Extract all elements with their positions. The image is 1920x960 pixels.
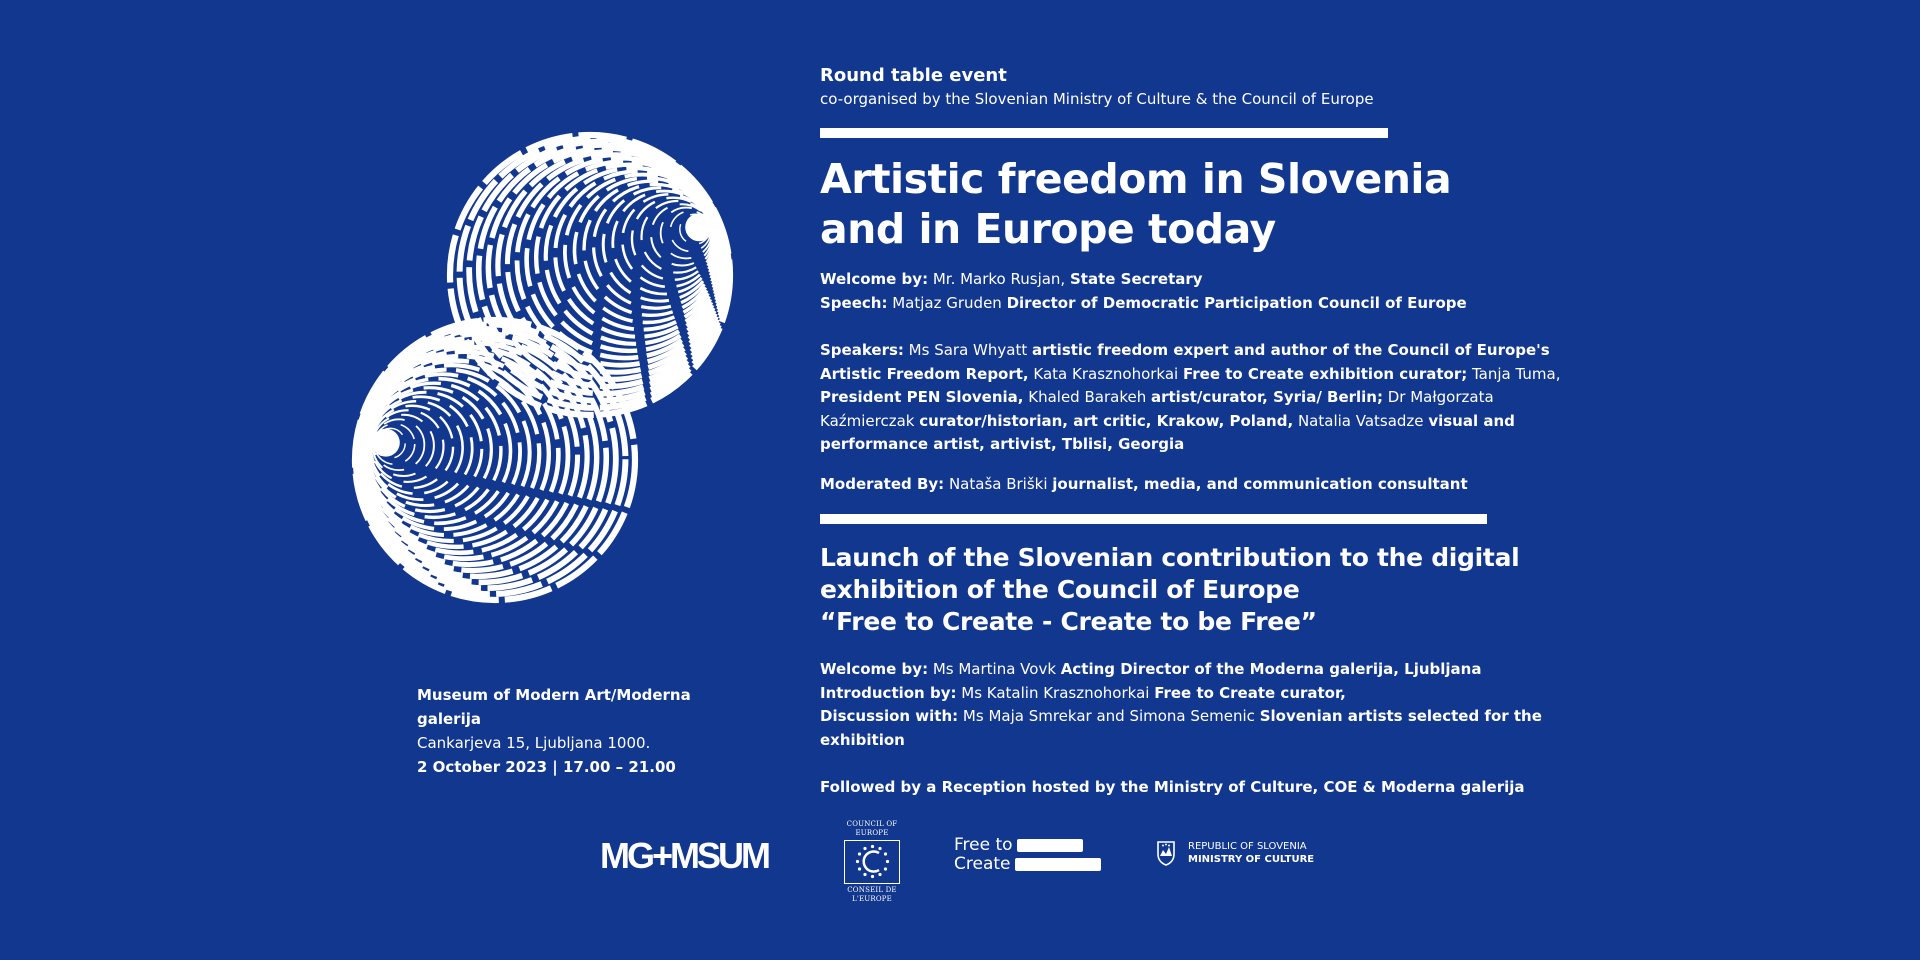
- coe-star: [870, 875, 873, 878]
- speech-line: [820, 292, 1580, 316]
- coe-star: [863, 847, 866, 850]
- coe-star: [885, 860, 888, 863]
- ftc-line1: Free to: [954, 835, 1013, 855]
- welcome-line: [820, 268, 1580, 292]
- coe-star: [857, 852, 860, 855]
- reception-line: [820, 776, 1580, 800]
- venue-name: Museum of Modern Art/Moderna galerija: [417, 686, 691, 728]
- speaker-name: Ms Sara Whyatt: [903, 341, 1032, 359]
- speech-role: Director of Democratic Participation Council of Europe: [1006, 293, 1467, 312]
- slovenia-coat-of-arms-icon: [1156, 840, 1176, 866]
- speech-name: Matjaz Gruden: [887, 293, 1007, 312]
- launch-welcome-line: [820, 658, 1580, 682]
- coe-name-fr: CONSEIL DE L'EUROPE: [847, 886, 897, 903]
- coe-star: [857, 867, 860, 870]
- rs-line1: REPUBLIC OF SLOVENIA: [1188, 841, 1307, 852]
- divider: [820, 128, 1388, 138]
- coe-star: [883, 867, 886, 870]
- coe-name-en: COUNCIL OF EUROPE: [846, 820, 898, 837]
- discussion-role: Slovenian artists selected for the exhibition: [820, 707, 1542, 749]
- venue-block: [417, 683, 757, 779]
- moderator-label: Moderated By:: [820, 474, 945, 493]
- coe-emblem: [844, 840, 900, 884]
- strikethrough-mark: [1017, 839, 1083, 852]
- lower-sphere-rings: [355, 320, 635, 600]
- event-type: Round table event: [820, 65, 1007, 86]
- coe-star: [863, 873, 866, 876]
- sphere-core: [372, 429, 400, 457]
- introduction-name: Ms Katalin Krasznohorkai: [956, 683, 1155, 702]
- coe-stars-icon: [846, 841, 899, 882]
- divider: [820, 514, 1487, 524]
- event-content: [820, 64, 1580, 800]
- discussion-line: [820, 705, 1580, 752]
- moderator-name: Nataša Briški: [944, 474, 1053, 493]
- launch-welcome-role: Acting Director of the Moderna galerija, Ljubljana: [1060, 660, 1482, 678]
- speaker-role: curator/historian, art critic, Krakow, Poland,: [919, 411, 1294, 430]
- welcome-name: Mr. Marko Rusjan,: [928, 270, 1070, 288]
- introduction-line: [820, 682, 1580, 706]
- moderator-role: journalist, media, and communication consultant: [1052, 474, 1468, 493]
- speaker-role: artistic freedom expert and author of the Council of Europe's Artistic Freedom Report,: [820, 341, 1550, 383]
- coe-star: [883, 852, 886, 855]
- sphere-core: [685, 213, 713, 241]
- speakers-paragraph: [820, 339, 1580, 457]
- organisers-line: co-organised by the Slovenian Ministry of Culture & the Council of Europe: [820, 90, 1374, 108]
- ministry-of-culture-logo: [1156, 840, 1314, 866]
- speaker-role: Free to Create exhibition curator;: [1182, 364, 1468, 383]
- introduction-role: Free to Create curator,: [1154, 683, 1346, 702]
- strikethrough-mark: [1015, 858, 1101, 871]
- moderator-line: [820, 473, 1580, 497]
- spiral-spheres-artwork: [350, 120, 770, 620]
- launch-welcome-name: Ms Martina Vovk: [928, 660, 1061, 678]
- launch-welcome-label: Welcome by:: [820, 660, 929, 678]
- partner-logos: [600, 820, 1340, 903]
- launch-title: Launch of the Slovenian contribution to the digital exhibition of the Council of Europe “Free to Create - Create to be Free”: [820, 543, 1520, 636]
- discussion-name: Ms Maja Smrekar and Simona Semenic: [958, 707, 1260, 725]
- coe-star: [855, 860, 858, 863]
- speaker-role: artist/curator, Syria/ Berlin;: [1150, 388, 1383, 406]
- free-to-create-logo: [954, 836, 1101, 874]
- speaker-name: Dr Małgorzata Kaźmierczak: [820, 388, 1494, 430]
- speech-label: Speech:: [820, 293, 888, 312]
- round-table-title: Artistic freedom in Slovenia and in Europe today: [820, 155, 1452, 253]
- speaker-role: visual and performance artist, artivist, Tblisi, Georgia: [820, 411, 1515, 453]
- mg-msum-logo: MG+MSUM: [600, 835, 768, 876]
- welcome-role: State Secretary: [1069, 270, 1203, 288]
- ftc-line2: Create: [954, 854, 1011, 874]
- speaker-name: Tanja Tuma,: [1467, 364, 1561, 383]
- speakers-label: Speakers:: [820, 341, 904, 359]
- speaker-name: Khaled Barakeh: [1023, 388, 1151, 406]
- rs-line2: MINISTRY OF CULTURE: [1188, 854, 1315, 865]
- coe-star: [878, 873, 881, 876]
- council-of-europe-logo: [833, 820, 911, 903]
- venue-address: Cankarjeva 15, Ljubljana 1000.: [417, 734, 651, 752]
- reception-text: Followed by a Reception hosted by the Ministry of Culture, COE & Moderna galerija: [820, 778, 1525, 796]
- introduction-label: Introduction by:: [820, 683, 957, 702]
- speaker-name: Kata Krasznohorkai: [1028, 364, 1183, 383]
- discussion-label: Discussion with:: [820, 707, 959, 725]
- coe-star: [870, 845, 873, 848]
- coe-star: [878, 847, 881, 850]
- event-datetime: 2 October 2023 | 17.00 – 21.00: [417, 758, 676, 776]
- welcome-label: Welcome by:: [820, 270, 929, 288]
- speaker-role: President PEN Slovenia,: [820, 388, 1024, 406]
- speaker-name: Natalia Vatsadze: [1293, 411, 1429, 430]
